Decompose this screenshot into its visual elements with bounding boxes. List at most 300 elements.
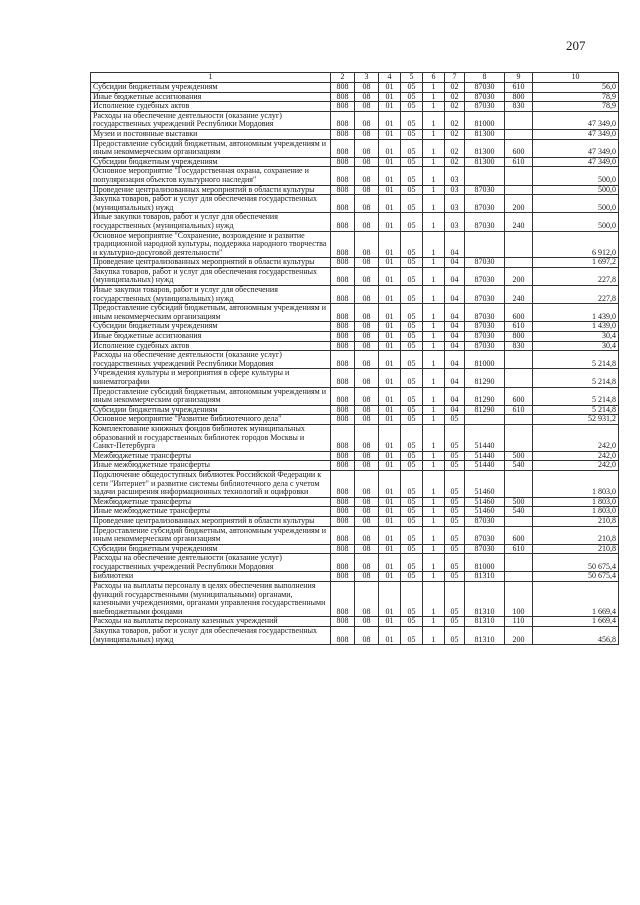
column-header: 1: [91, 73, 331, 83]
amount: 500,0: [533, 213, 619, 231]
item-name: Субсидии бюджетным учреждениям: [91, 405, 331, 415]
code-measure: 05: [445, 582, 465, 617]
code-ministry: 808: [331, 195, 355, 213]
code-section: 08: [355, 351, 379, 369]
code-measure: 05: [445, 470, 465, 497]
code-expense-type: 500: [505, 497, 533, 507]
code-subsection: 01: [379, 461, 401, 471]
code-measure: 05: [445, 516, 465, 526]
code-ministry: 808: [331, 405, 355, 415]
code-subsection: 01: [379, 470, 401, 497]
code-subsection: 01: [379, 544, 401, 554]
code-ministry: 808: [331, 544, 355, 554]
code-ministry: 808: [331, 461, 355, 471]
amount: 47 349,0: [533, 111, 619, 129]
code-ministry: 808: [331, 304, 355, 322]
code-measure: 04: [445, 369, 465, 387]
code-subsection: 01: [379, 286, 401, 304]
amount: 6 912,0: [533, 231, 619, 258]
code-section: 08: [355, 195, 379, 213]
code-expense-type: [505, 167, 533, 185]
code-subsection: 01: [379, 332, 401, 342]
code-direction: 81310: [465, 572, 505, 582]
table-row: [91, 231, 619, 258]
code-subprogram: 1: [423, 92, 445, 102]
code-program: 05: [401, 582, 423, 617]
table-row: [91, 341, 619, 351]
code-subprogram: 1: [423, 157, 445, 167]
table-row: [91, 258, 619, 268]
column-header: 8: [465, 73, 505, 83]
code-direction: [465, 167, 505, 185]
column-header: 10: [533, 73, 619, 83]
item-name: Проведение централизованных мероприятий в области культуры: [91, 185, 331, 195]
code-expense-type: 540: [505, 507, 533, 517]
code-subprogram: 1: [423, 507, 445, 517]
amount: 500,0: [533, 185, 619, 195]
code-subsection: 01: [379, 415, 401, 425]
code-direction: 81310: [465, 582, 505, 617]
code-program: 05: [401, 415, 423, 425]
item-name: Исполнение судебных актов: [91, 341, 331, 351]
code-measure: 05: [445, 507, 465, 517]
budget-table: [90, 72, 619, 645]
amount: 1 803,0: [533, 470, 619, 497]
code-ministry: 808: [331, 322, 355, 332]
table-row: [91, 572, 619, 582]
code-ministry: 808: [331, 497, 355, 507]
item-name: Проведение централизованных мероприятий в области культуры: [91, 516, 331, 526]
amount: 242,0: [533, 451, 619, 461]
code-subsection: 01: [379, 424, 401, 451]
code-program: 05: [401, 83, 423, 93]
code-expense-type: [505, 258, 533, 268]
item-name: Предоставление субсидий бюджетным, автономным учреждениям и иным некоммерческим организациям: [91, 387, 331, 405]
code-expense-type: 610: [505, 544, 533, 554]
code-program: 05: [401, 544, 423, 554]
item-name: Библиотеки: [91, 572, 331, 582]
code-subsection: 01: [379, 554, 401, 572]
code-section: 08: [355, 157, 379, 167]
item-name: Иные межбюджетные трансферты: [91, 507, 331, 517]
item-name: Основное мероприятие "Сохранение, возрождение и развитие традиционной народной культуры, поддержка народного творчества и культурно-досуговой деятельности": [91, 231, 331, 258]
column-header: 3: [355, 73, 379, 83]
code-subsection: 01: [379, 139, 401, 157]
code-expense-type: 610: [505, 83, 533, 93]
code-section: 08: [355, 139, 379, 157]
code-measure: 04: [445, 322, 465, 332]
table-row: [91, 507, 619, 517]
code-subprogram: 1: [423, 231, 445, 258]
code-expense-type: 200: [505, 627, 533, 645]
item-name: Расходы на выплаты персоналу казенных учреждений: [91, 617, 331, 627]
code-subprogram: 1: [423, 617, 445, 627]
code-direction: 81000: [465, 111, 505, 129]
amount: 1 803,0: [533, 507, 619, 517]
table-row: [91, 92, 619, 102]
code-ministry: 808: [331, 185, 355, 195]
code-subprogram: 1: [423, 516, 445, 526]
code-program: 05: [401, 286, 423, 304]
code-program: 05: [401, 554, 423, 572]
code-measure: 02: [445, 157, 465, 167]
code-measure: 05: [445, 554, 465, 572]
code-expense-type: 800: [505, 332, 533, 342]
code-program: 05: [401, 497, 423, 507]
code-subsection: 01: [379, 387, 401, 405]
code-subprogram: 1: [423, 497, 445, 507]
code-subsection: 01: [379, 369, 401, 387]
code-measure: 05: [445, 617, 465, 627]
code-ministry: 808: [331, 554, 355, 572]
code-expense-type: 110: [505, 617, 533, 627]
code-measure: 04: [445, 304, 465, 322]
table-row: [91, 582, 619, 617]
column-header: 7: [445, 73, 465, 83]
code-expense-type: 540: [505, 461, 533, 471]
code-direction: 81290: [465, 387, 505, 405]
code-subprogram: 1: [423, 167, 445, 185]
code-section: 08: [355, 507, 379, 517]
code-subsection: 01: [379, 83, 401, 93]
table-row: [91, 267, 619, 285]
code-measure: 03: [445, 213, 465, 231]
code-subsection: 01: [379, 195, 401, 213]
code-direction: 87030: [465, 322, 505, 332]
code-ministry: 808: [331, 332, 355, 342]
code-subsection: 01: [379, 617, 401, 627]
code-direction: 87030: [465, 213, 505, 231]
code-direction: 87030: [465, 341, 505, 351]
code-ministry: 808: [331, 157, 355, 167]
code-program: 05: [401, 424, 423, 451]
amount: 500,0: [533, 167, 619, 185]
code-expense-type: [505, 185, 533, 195]
item-name: Субсидии бюджетным учреждениям: [91, 322, 331, 332]
code-section: 08: [355, 516, 379, 526]
code-subprogram: 1: [423, 332, 445, 342]
table-row: [91, 369, 619, 387]
code-measure: 03: [445, 195, 465, 213]
code-subprogram: 1: [423, 111, 445, 129]
code-subsection: 01: [379, 167, 401, 185]
amount: 50 675,4: [533, 572, 619, 582]
item-name: Музеи и постоянные выставки: [91, 129, 331, 139]
code-section: 08: [355, 387, 379, 405]
code-direction: 87030: [465, 267, 505, 285]
code-direction: 51460: [465, 470, 505, 497]
code-section: 08: [355, 83, 379, 93]
code-measure: 04: [445, 351, 465, 369]
code-measure: 05: [445, 544, 465, 554]
code-section: 08: [355, 341, 379, 351]
table-row: [91, 195, 619, 213]
item-name: Иные бюджетные ассигнования: [91, 92, 331, 102]
code-direction: [465, 231, 505, 258]
code-subsection: 01: [379, 627, 401, 645]
code-direction: 51440: [465, 461, 505, 471]
column-header: 6: [423, 73, 445, 83]
code-subsection: 01: [379, 451, 401, 461]
code-section: 08: [355, 286, 379, 304]
amount: 47 349,0: [533, 139, 619, 157]
code-program: 05: [401, 304, 423, 322]
table-body: [91, 83, 619, 645]
code-program: 05: [401, 617, 423, 627]
code-ministry: 808: [331, 387, 355, 405]
code-measure: 04: [445, 267, 465, 285]
amount: 5 214,8: [533, 351, 619, 369]
amount: 227,8: [533, 267, 619, 285]
code-program: 05: [401, 139, 423, 157]
table-row: [91, 470, 619, 497]
item-name: Иные межбюджетные трансферты: [91, 461, 331, 471]
code-ministry: 808: [331, 351, 355, 369]
code-subsection: 01: [379, 258, 401, 268]
amount: 242,0: [533, 424, 619, 451]
code-program: 05: [401, 157, 423, 167]
amount: 30,4: [533, 341, 619, 351]
code-measure: 05: [445, 526, 465, 544]
code-direction: 87030: [465, 286, 505, 304]
code-direction: 87030: [465, 92, 505, 102]
code-direction: 51460: [465, 507, 505, 517]
code-subsection: 01: [379, 516, 401, 526]
code-program: 05: [401, 231, 423, 258]
code-direction: 81000: [465, 351, 505, 369]
code-subprogram: 1: [423, 341, 445, 351]
amount: 1 669,4: [533, 582, 619, 617]
column-header: 9: [505, 73, 533, 83]
code-section: 08: [355, 405, 379, 415]
code-section: 08: [355, 92, 379, 102]
code-ministry: 808: [331, 102, 355, 112]
code-measure: 04: [445, 341, 465, 351]
code-expense-type: 240: [505, 213, 533, 231]
code-subprogram: 1: [423, 351, 445, 369]
amount: 30,4: [533, 332, 619, 342]
code-section: 08: [355, 424, 379, 451]
code-measure: 05: [445, 572, 465, 582]
item-name: Межбюджетные трансферты: [91, 451, 331, 461]
code-subsection: 01: [379, 102, 401, 112]
code-subsection: 01: [379, 526, 401, 544]
code-section: 08: [355, 582, 379, 617]
amount: 210,8: [533, 544, 619, 554]
code-direction: 81300: [465, 139, 505, 157]
item-name: Закупка товаров, работ и услуг для обеспечения государственных (муниципальных) нужд: [91, 267, 331, 285]
code-expense-type: 610: [505, 157, 533, 167]
code-program: 05: [401, 322, 423, 332]
code-section: 08: [355, 617, 379, 627]
code-program: 05: [401, 167, 423, 185]
table-row: [91, 111, 619, 129]
item-name: Основное мероприятие "Развитие библиотечного дела": [91, 415, 331, 425]
code-expense-type: [505, 129, 533, 139]
code-measure: 02: [445, 102, 465, 112]
code-program: 05: [401, 526, 423, 544]
code-subsection: 01: [379, 267, 401, 285]
code-subsection: 01: [379, 582, 401, 617]
code-program: 05: [401, 516, 423, 526]
code-measure: 02: [445, 83, 465, 93]
code-measure: 03: [445, 167, 465, 185]
amount: 56,0: [533, 83, 619, 93]
code-subprogram: 1: [423, 461, 445, 471]
code-measure: 04: [445, 405, 465, 415]
code-expense-type: [505, 369, 533, 387]
code-expense-type: 240: [505, 286, 533, 304]
code-direction: 87030: [465, 516, 505, 526]
code-ministry: 808: [331, 526, 355, 544]
code-direction: 87030: [465, 526, 505, 544]
table-row: [91, 304, 619, 322]
code-ministry: 808: [331, 92, 355, 102]
table-row: [91, 286, 619, 304]
code-measure: 05: [445, 451, 465, 461]
code-section: 08: [355, 267, 379, 285]
code-section: 08: [355, 231, 379, 258]
amount: 5 214,8: [533, 405, 619, 415]
code-subprogram: 1: [423, 322, 445, 332]
code-section: 08: [355, 304, 379, 322]
code-expense-type: 830: [505, 102, 533, 112]
code-program: 05: [401, 102, 423, 112]
code-program: 05: [401, 470, 423, 497]
code-program: 05: [401, 129, 423, 139]
code-ministry: 808: [331, 286, 355, 304]
item-name: Субсидии бюджетным учреждениям: [91, 157, 331, 167]
code-direction: 87030: [465, 258, 505, 268]
code-subsection: 01: [379, 213, 401, 231]
code-program: 05: [401, 351, 423, 369]
amount: 78,9: [533, 92, 619, 102]
table-row: [91, 129, 619, 139]
amount: 210,8: [533, 516, 619, 526]
code-subprogram: 1: [423, 424, 445, 451]
code-ministry: 808: [331, 139, 355, 157]
code-section: 08: [355, 415, 379, 425]
code-subsection: 01: [379, 231, 401, 258]
code-section: 08: [355, 544, 379, 554]
item-name: Исполнение судебных актов: [91, 102, 331, 112]
code-subprogram: 1: [423, 258, 445, 268]
table-row: [91, 213, 619, 231]
code-measure: 05: [445, 497, 465, 507]
code-ministry: 808: [331, 213, 355, 231]
code-expense-type: [505, 231, 533, 258]
code-subsection: 01: [379, 185, 401, 195]
item-name: Предоставление субсидий бюджетным, автономным учреждениям и иным некоммерческим организациям: [91, 526, 331, 544]
code-ministry: 808: [331, 572, 355, 582]
code-direction: 81290: [465, 405, 505, 415]
code-program: 05: [401, 111, 423, 129]
amount: 242,0: [533, 461, 619, 471]
code-expense-type: [505, 351, 533, 369]
code-subprogram: 1: [423, 415, 445, 425]
code-subprogram: 1: [423, 102, 445, 112]
code-subprogram: 1: [423, 185, 445, 195]
code-subprogram: 1: [423, 572, 445, 582]
table-row: [91, 617, 619, 627]
code-subprogram: 1: [423, 139, 445, 157]
code-subprogram: 1: [423, 554, 445, 572]
code-section: 08: [355, 497, 379, 507]
item-name: Предоставление субсидий бюджетным, автономным учреждениям и иным некоммерческим организациям: [91, 304, 331, 322]
amount: 1 439,0: [533, 304, 619, 322]
code-measure: 05: [445, 424, 465, 451]
code-ministry: 808: [331, 129, 355, 139]
code-subsection: 01: [379, 341, 401, 351]
code-direction: 87030: [465, 83, 505, 93]
code-subsection: 01: [379, 304, 401, 322]
code-direction: 87030: [465, 185, 505, 195]
table-row: [91, 627, 619, 645]
code-expense-type: [505, 111, 533, 129]
code-ministry: 808: [331, 369, 355, 387]
column-header: 4: [379, 73, 401, 83]
code-ministry: 808: [331, 617, 355, 627]
code-subprogram: 1: [423, 304, 445, 322]
code-ministry: 808: [331, 83, 355, 93]
code-direction: 51440: [465, 451, 505, 461]
code-section: 08: [355, 111, 379, 129]
code-expense-type: 200: [505, 267, 533, 285]
code-program: 05: [401, 369, 423, 387]
item-name: Расходы на выплаты персоналу в целях обеспечения выполнения функций государственными (муниципальными) органами, казенными учреждениями, органами управления государственными внебюджетными фондами: [91, 582, 331, 617]
code-subsection: 01: [379, 157, 401, 167]
code-expense-type: 600: [505, 304, 533, 322]
code-subsection: 01: [379, 92, 401, 102]
code-measure: 04: [445, 258, 465, 268]
code-ministry: 808: [331, 507, 355, 517]
amount: 1 439,0: [533, 322, 619, 332]
code-direction: 81310: [465, 627, 505, 645]
code-program: 05: [401, 195, 423, 213]
code-program: 05: [401, 258, 423, 268]
code-program: 05: [401, 507, 423, 517]
code-expense-type: 600: [505, 387, 533, 405]
code-measure: 03: [445, 185, 465, 195]
code-measure: 05: [445, 415, 465, 425]
item-name: Комплектование книжных фондов библиотек муниципальных образований и государственных библиотек городов Москвы и Санкт-Петербурга: [91, 424, 331, 451]
code-subprogram: 1: [423, 267, 445, 285]
code-subprogram: 1: [423, 195, 445, 213]
code-expense-type: 600: [505, 139, 533, 157]
code-ministry: 808: [331, 451, 355, 461]
amount: 1 803,0: [533, 497, 619, 507]
code-subprogram: 1: [423, 582, 445, 617]
item-name: Расходы на обеспечение деятельности (оказание услуг) государственных учреждений Республики Мордовия: [91, 554, 331, 572]
code-section: 08: [355, 167, 379, 185]
amount: 456,8: [533, 627, 619, 645]
code-measure: 02: [445, 139, 465, 157]
code-subprogram: 1: [423, 286, 445, 304]
code-direction: 87030: [465, 102, 505, 112]
code-subsection: 01: [379, 111, 401, 129]
item-name: Предоставление субсидий бюджетным, автономным учреждениям и иным некоммерческим организациям: [91, 139, 331, 157]
table-row: [91, 424, 619, 451]
code-program: 05: [401, 405, 423, 415]
item-name: Иные бюджетные ассигнования: [91, 332, 331, 342]
item-name: Расходы на обеспечение деятельности (оказание услуг) государственных учреждений Республики Мордовия: [91, 111, 331, 129]
code-expense-type: [505, 470, 533, 497]
code-ministry: 808: [331, 582, 355, 617]
code-ministry: 808: [331, 424, 355, 451]
amount: 1 697,2: [533, 258, 619, 268]
table-row: [91, 351, 619, 369]
item-name: Закупка товаров, работ и услуг для обеспечения государственных (муниципальных) нужд: [91, 195, 331, 213]
